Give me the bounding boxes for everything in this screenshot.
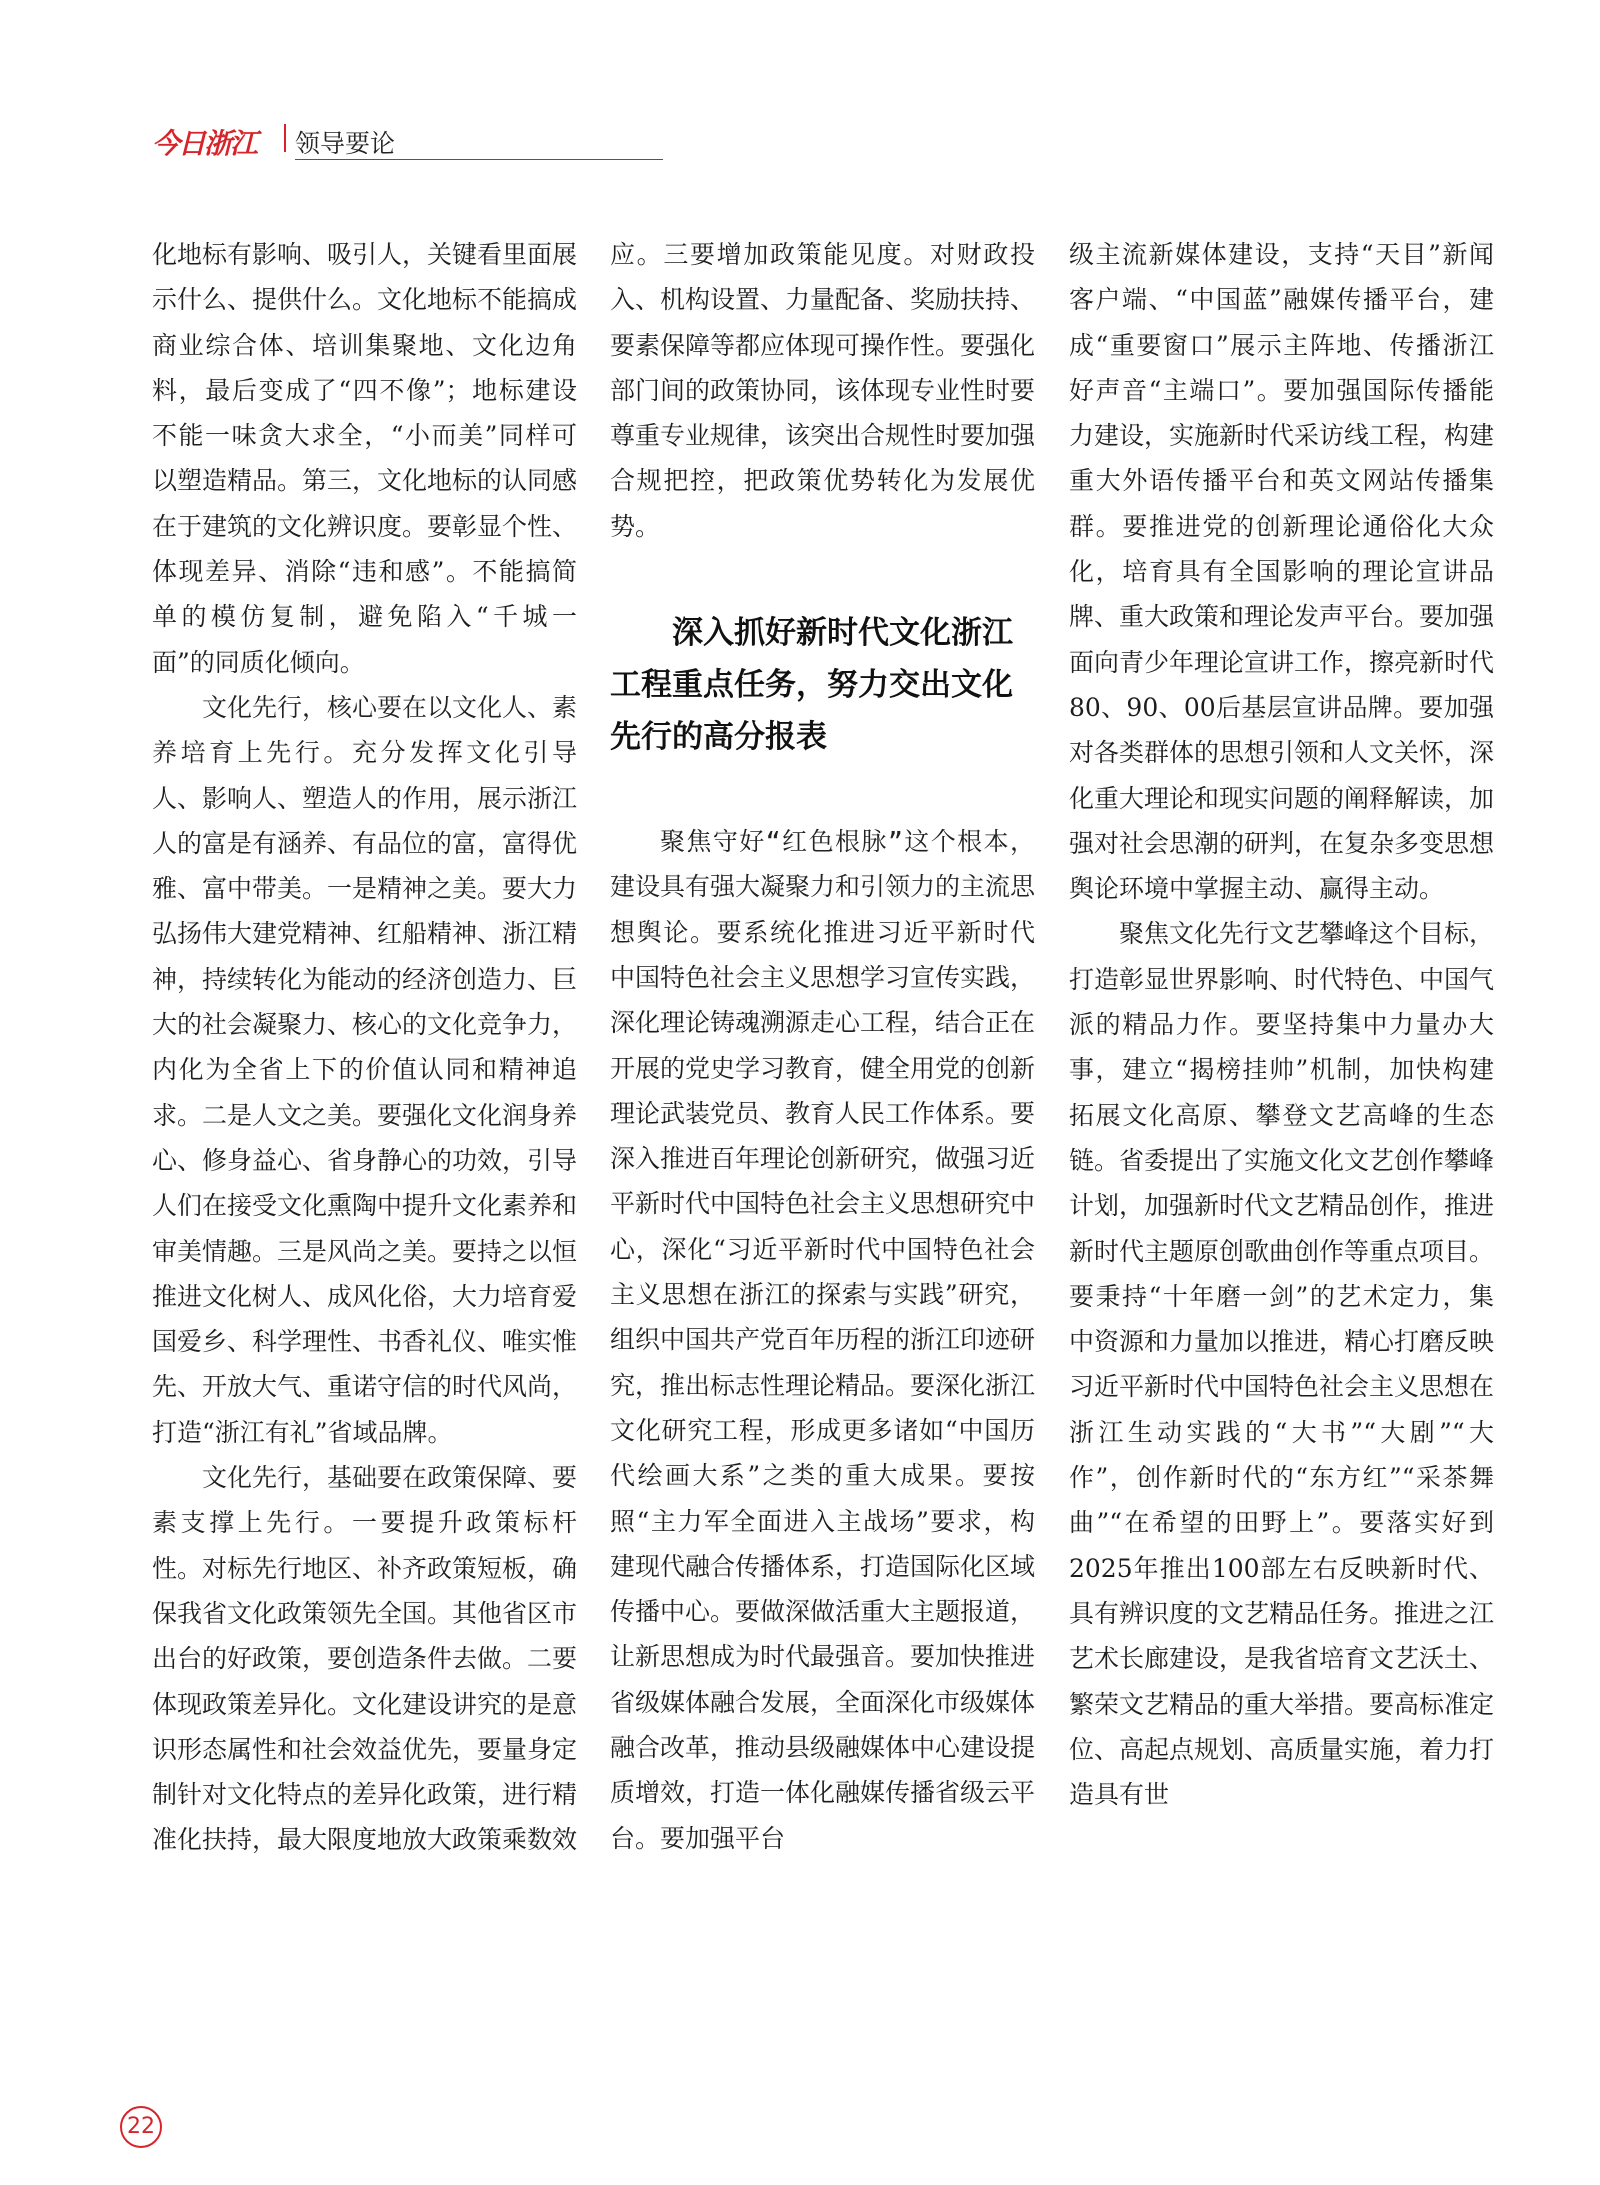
section-subheading: 深入抓好新时代文化浙江工程重点任务，努力交出文化先行的高分报表 [610,615,1013,756]
paragraph-body: 要坚持集中力量办大事，建立“揭榜挂帅”机制，加快构建拓展文化高原、攀登文艺高峰的生态链。省委提出了实施文化文艺创作攀峰计划，加强新时代文艺精品创作，推进新时代主题原创歌曲创作等重点项目。要秉持“十年磨一剑”的艺术定力，集中资源和力量加以推进，精心打磨反映习近平新时代中国特色社会主义思想在浙江生动实践的“大书”“大剧”“大作”，创作新时代的“东方红”“采茶舞曲”“在希望的田野上”。要落实好到2025年推出100部左右反映新时代、具有辨识度的文艺精品任务。推进之江艺术长廊建设，是我省培育文艺沃土、繁荣文艺精品的重大举措。要高标准定位、高起点规划、高质量实施，着力打造具有世 [1069,1010,1494,1810]
column-2 [610,232,1035,2022]
paragraph-body: 要系统化推进习近平新时代中国特色社会主义思想学习宣传实践，深化理论铸魂溯源走心工程，结合正在开展的党史学习教育，健全用党的创新理论武装党员、教育人民工作体系。要深入推进百年理论创新研究，做强习近平新时代中国特色社会主义思想研究中心，深化“习近平新时代中国特色社会主义思想在浙江的探索与实践”研究，组织中国共产党百年历程的浙江印迹研究，推出标志性理论精品。要深化浙江文化研究工程，形成更多诸如“中国历代绘画大系”之类的重大成果。要按照“主力军全面进入主战场”要求，构建现代融合传播体系，打造国际化区域传播中心。要做深做活重大主题报道，让新思想成为时代最强音。要加快推进省级媒体融合发展，全面深化市级媒体融合改革，推动县级融媒体中心建设提质增效，打造一体化融媒传播省级云平台。要加强平台 [610,917,1035,1853]
lead-sentence: 聚焦文化先行文艺攀峰这个目标，打造彰显世界影响、时代特色、中国气派的精品力作。 [1069,919,1494,1040]
lead-sentence: 文化先行，核心要在以文化人、素养培育上先行。 [152,692,577,768]
header-rule [295,159,663,160]
page-header [152,118,512,160]
paragraph: 级主流新媒体建设，支持“天目”新闻客户端、“中国蓝”融媒传播平台，建成“重要窗口”展示主阵地、传播浙江好声音“主端口”。要加强国际传播能力建设，实施新时代采访线工程，构建重大外语传播平台和英文网站传播集群。要推进党的创新理论通俗化大众化，培育具有全国影响的理论宣讲品牌、重大政策和理论发声平台。要加强面向青少年理论宣讲工作，擦亮新时代80、90、00后基层宣讲品牌。要加强对各类群体的思想引领和人文关怀，深化重大理论和现实问题的阐释解读，加强对社会思潮的研判，在复杂多变思想舆论环境中掌握主动、赢得主动。 [1069,240,1494,904]
paragraph-body: 一要提升政策标杆性。对标先行地区、补齐政策短板，确保我省文化政策领先全国。其他省区市出台的好政策，要创造条件去做。二要体现政策差异化。文化建设讲究的是意识形态属性和社会效益优先，要量身定制针对文化特点的差异化政策，进行精准化扶持，最大限度地放大政策乘数效 [152,1508,577,1855]
paragraph [610,819,1035,1861]
section-title: 领导要论 [295,129,396,158]
paragraph: 应。三要增加政策能见度。对财政投入、机构设置、力量配备、奖励扶持、要素保障等都应体现可操作性。要强化部门间的政策协同，该体现专业性时要尊重专业规律，该突出合规性时要加强合规把控，把政策优势转化为发展优势。 [610,240,1035,541]
lead-sentence: 文化先行，基础要在政策保障、要素支撑上先行。 [152,1463,577,1538]
paragraph [1069,911,1494,1817]
page-number: 22 [120,2106,162,2148]
column-3 [1069,232,1494,2022]
paragraph: 化地标有影响、吸引人，关键看里面展示什么、提供什么。文化地标不能搞成商业综合体、培训集聚地、文化边角料，最后变成了“四不像”；地标建设不能一味贪大求全，“小而美”同样可以塑造精品。第三，文化地标的认同感在于建筑的文化辨识度。要彰显个性、体现差异、消除“违和感”。不能搞简单的模仿复制，避免陷入“千城一面”的同质化倾向。 [152,240,577,677]
column-1 [152,232,577,2022]
lead-sentence: 聚焦守好“红色根脉”这个根本，建设具有强大凝聚力和引领力的主流思想舆论。 [610,827,1035,947]
paragraph [152,1455,577,1863]
magazine-logo: 今日浙江 [152,127,257,160]
paragraph [152,685,577,1455]
header-separator [284,124,286,152]
paragraph-body: 充分发挥文化引导人、影响人、塑造人的作用，展示浙江人的富是有涵养、有品位的富，富得优雅、富中带美。一是精神之美。要大力弘扬伟大建党精神、红船精神、浙江精神，持续转化为能动的经济创造力、巨大的社会凝聚力、核心的文化竞争力，内化为全省上下的价值认同和精神追求。二是人文之美。要强化文化润身养心、修身益心、省身静心的功效，引导人们在接受文化熏陶中提升文化素养和审美情趣。三是风尚之美。要持之以恒推进文化树人、成风化俗，大力培育爱国爱乡、科学理性、书香礼仪、唯实惟先、开放大气、重诺守信的时代风尚，打造“浙江有礼”省域品牌。 [152,738,577,1447]
